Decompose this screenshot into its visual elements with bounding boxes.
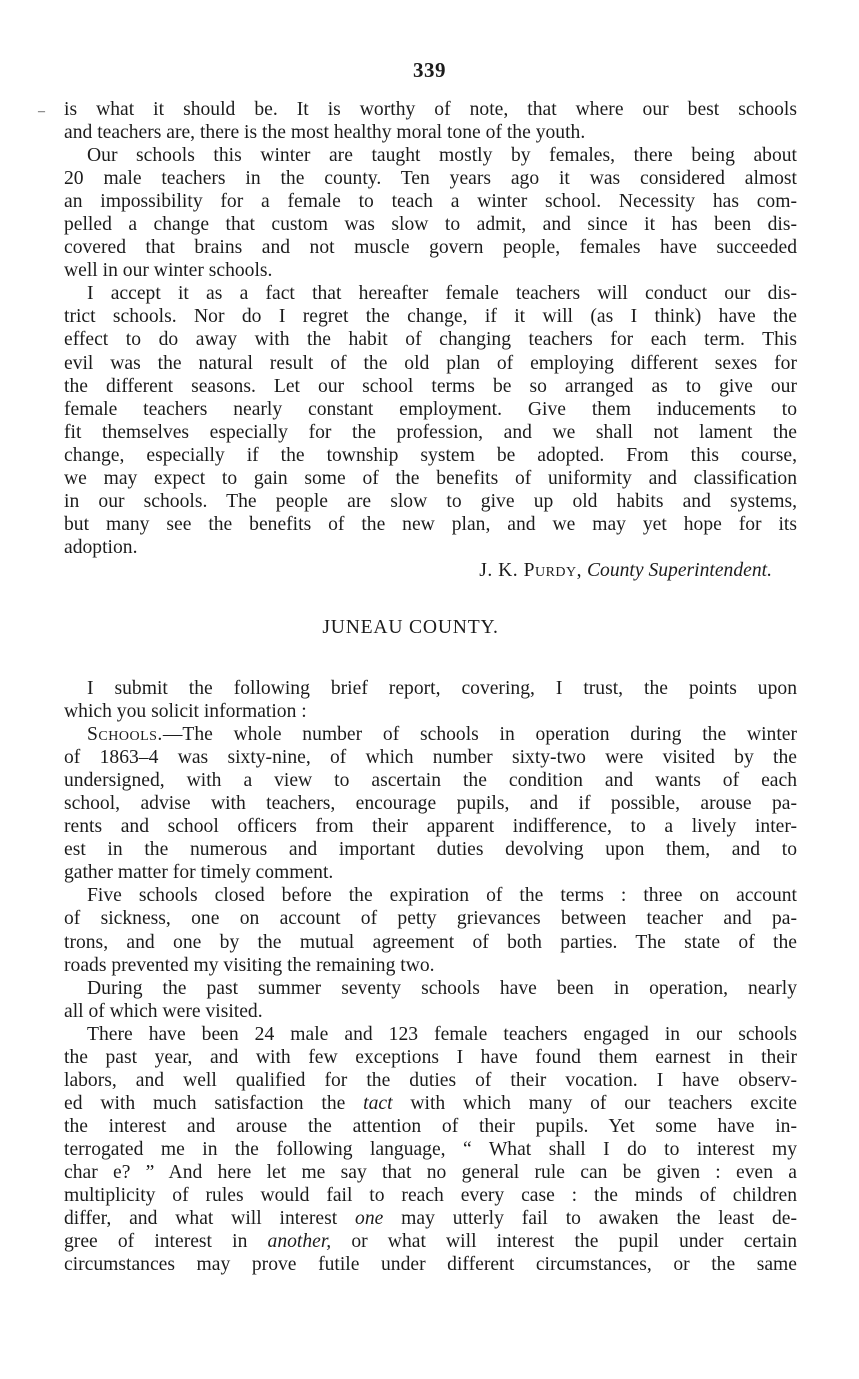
signature-title: County Superintendent. xyxy=(586,559,772,581)
text-line: There have been 24 male and 123 female teachers engaged in our schools xyxy=(87,1023,797,1045)
text-line: Our schools this winter are taught mostly by females, there being about xyxy=(87,145,797,167)
text-line: which you solicit information : xyxy=(64,701,307,723)
text-line: I submit the following brief report, covering, I trust, the points upon xyxy=(87,677,797,699)
text-line: effect to do away with the habit of changing teachers for each term. This xyxy=(64,329,797,351)
text-line xyxy=(64,1092,797,1115)
text-line: roads prevented my visiting the remaining two. xyxy=(64,954,435,976)
text-line: all of which were visited. xyxy=(64,1000,263,1022)
text-line: change, especially if the township system be adopted. From this course, xyxy=(64,444,797,466)
signature xyxy=(64,559,797,582)
text-line: the interest and arouse the attention of their pupils. Yet some have in- xyxy=(64,1115,797,1137)
text-line: adoption. xyxy=(64,536,138,558)
text-line xyxy=(64,1230,797,1253)
section-heading: JUNEAU COUNTY. xyxy=(322,616,499,638)
text-line: I accept it as a fact that hereafter female teachers will conduct our dis- xyxy=(87,283,797,305)
text-line: but many see the benefits of the new plan, and we may yet hope for its xyxy=(64,513,797,535)
text-line: Five schools closed before the expiration of the terms : three on account xyxy=(87,885,797,907)
one-pre: differ, and what will interest xyxy=(64,1208,356,1230)
text-line xyxy=(64,1207,797,1230)
text-line: est in the numerous and important duties devolving upon them, and to xyxy=(64,839,797,861)
tact-pre: ed with much satisfaction the xyxy=(64,1092,364,1114)
one-post: may utterly fail to awaken the least de- xyxy=(383,1208,797,1230)
page-number: 339 xyxy=(413,58,446,82)
text-line xyxy=(64,723,797,746)
text-line: gather matter for timely comment. xyxy=(64,862,334,884)
text-line: and teachers are, there is the most healthy moral tone of the youth. xyxy=(64,122,586,144)
text-line: terrogated me in the following language, “ What shall I do to interest my xyxy=(64,1138,797,1160)
text-line: trons, and one by the mutual agreement of both parties. The state of the xyxy=(64,931,797,953)
schools-rest: —The whole number of schools in operation during the winter xyxy=(162,724,797,746)
text-line: of 1863–4 was sixty-nine, of which number sixty-two were visited by the xyxy=(64,747,797,769)
text-line: the past year, and with few exceptions I have found them earnest in their xyxy=(64,1046,797,1068)
tact-post: with which many of our teachers excite xyxy=(392,1092,797,1114)
text-line: fit themselves especially for the profession, and we shall not lament the xyxy=(64,421,797,443)
text-line: of sickness, one on account of petty grievances between teacher and pa- xyxy=(64,908,797,930)
signature-name: J. K. Purdy, xyxy=(479,559,583,581)
tact-word: tact xyxy=(363,1092,393,1114)
margin-mark: – xyxy=(38,104,45,119)
schools-lead: Schools. xyxy=(87,724,163,746)
text-line: female teachers nearly constant employment. Give them inducements to xyxy=(64,398,797,420)
text-line: 20 male teachers in the county. Ten years ago it was considered almost xyxy=(64,168,797,190)
text-line: evil was the natural result of the old plan of employing different sexes for xyxy=(64,352,797,374)
another-pre: gree of interest in xyxy=(64,1231,268,1253)
text-line: well in our winter schools. xyxy=(64,260,273,282)
text-line: in our schools. The people are slow to give up old habits and systems, xyxy=(64,490,797,512)
text-line: we may expect to gain some of the benefits of uniformity and classification xyxy=(64,467,797,489)
text-line: undersigned, with a view to ascertain the condition and wants of each xyxy=(64,770,797,792)
text-line: multiplicity of rules would fail to reach every case : the minds of children xyxy=(64,1185,797,1207)
text-line: pelled a change that custom was slow to admit, and since it has been dis- xyxy=(64,214,797,236)
text-line: trict schools. Nor do I regret the change, if it will (as I think) have the xyxy=(64,306,797,328)
text-line: During the past summer seventy schools have been in operation, nearly xyxy=(87,977,797,999)
text-line: char e? ” And here let me say that no general rule can be given : even a xyxy=(64,1161,797,1183)
one-word: one xyxy=(355,1208,384,1230)
another-word: another, xyxy=(267,1231,332,1253)
another-post: or what will interest the pupil under certain xyxy=(331,1231,797,1253)
text-line: school, advise with teachers, encourage pupils, and if possible, arouse pa- xyxy=(64,793,797,815)
text-line: an impossibility for a female to teach a winter school. Necessity has com- xyxy=(64,191,797,213)
text-line: is what it should be. It is worthy of note, that where our best schools xyxy=(64,99,797,120)
text-line: the different seasons. Let our school terms be so arranged as to give our xyxy=(64,375,797,397)
text-line: circumstances may prove futile under different circumstances, or the same xyxy=(64,1254,797,1276)
text-column xyxy=(64,98,797,1276)
text-line: labors, and well qualified for the duties of their vocation. I have observ- xyxy=(64,1069,797,1091)
text-line: covered that brains and not muscle govern people, females have succeeded xyxy=(64,237,797,259)
text-line: rents and school officers from their apparent indifference, to a lively inter- xyxy=(64,816,797,838)
